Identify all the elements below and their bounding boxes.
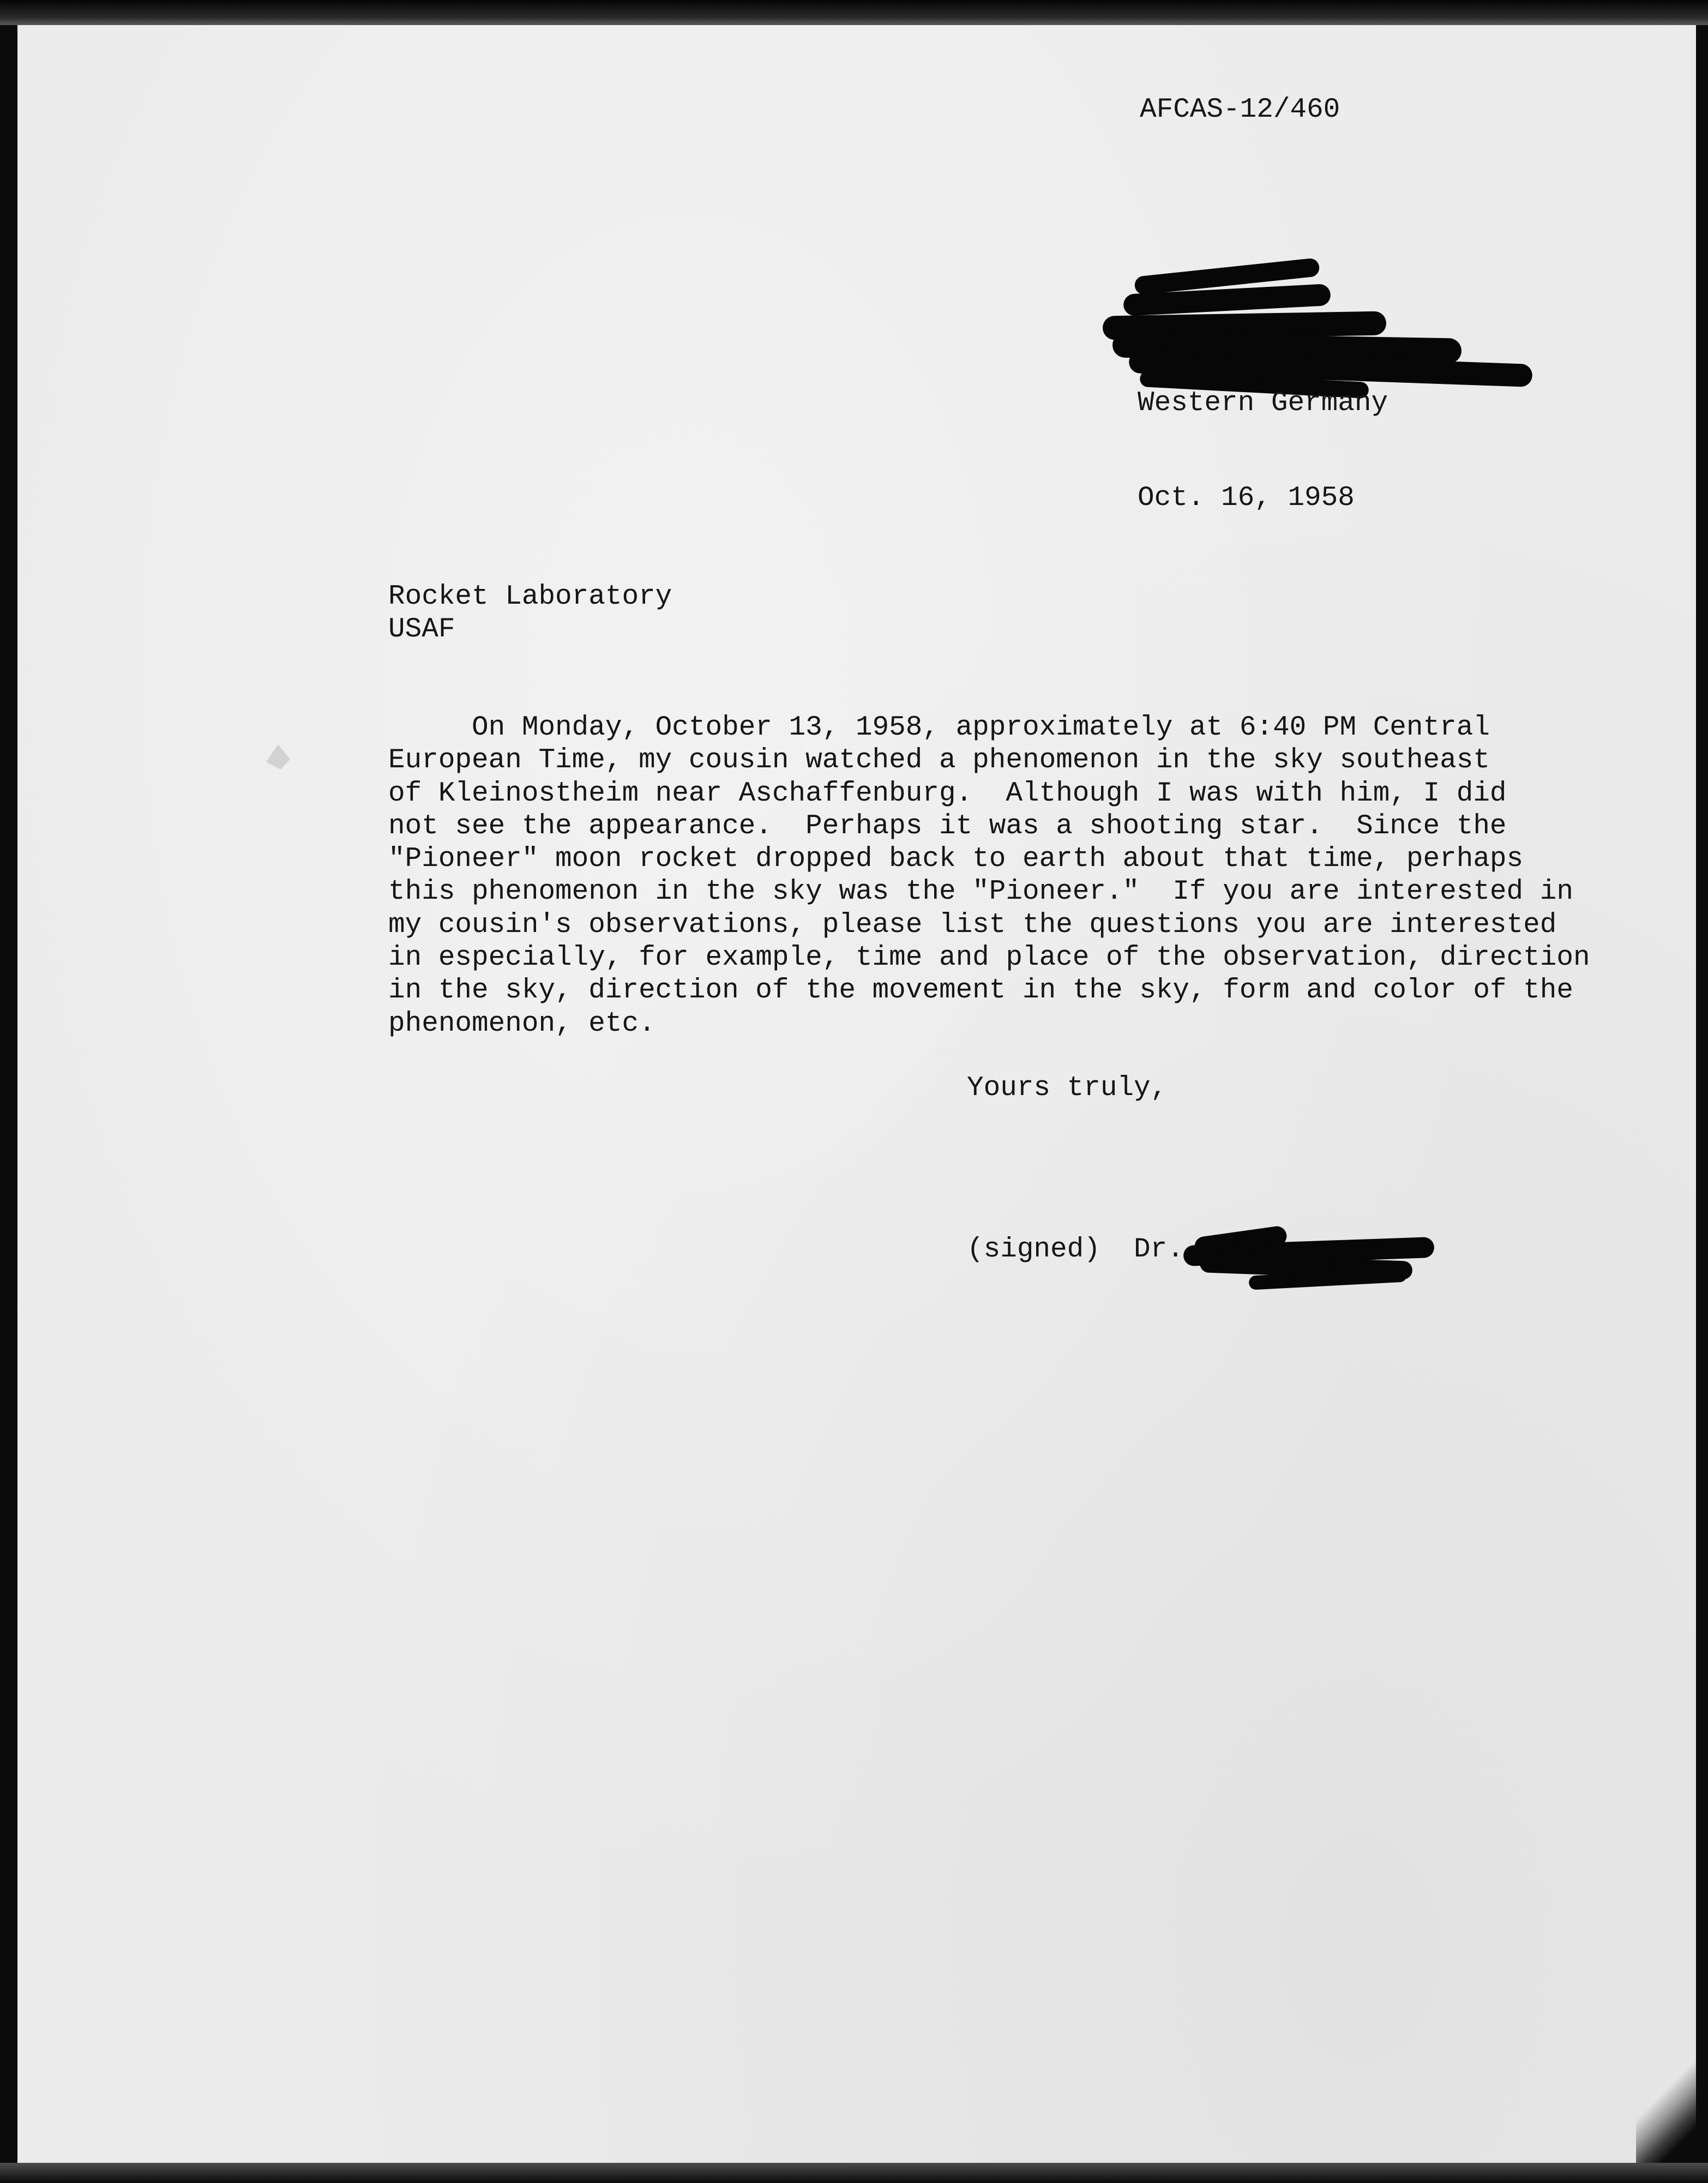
- body-line: this phenomenon in the sky was the "Pioneer." If you are interested in: [388, 876, 1573, 908]
- body-line: my cousin's observations, please list the questions you are interested: [388, 909, 1557, 941]
- body-line: European Time, my cousin watched a phenomenon in the sky southeast: [388, 745, 1490, 777]
- closing: Yours truly,: [967, 1073, 1168, 1104]
- body-line: On Monday, October 13, 1958, approximately at 6:40 PM Central: [388, 712, 1490, 743]
- scan-bottom-border: [0, 2163, 1708, 2183]
- signature-line: (signed) Dr.: [967, 1234, 1184, 1265]
- body-line: in the sky, direction of the movement in the sky, form and color of the: [388, 975, 1573, 1007]
- letter-body: [388, 712, 1590, 1041]
- body-line: not see the appearance. Perhaps it was a shooting star. Since the: [388, 810, 1507, 842]
- sender-location: Western Germany: [1138, 388, 1388, 419]
- body-line: in especially, for example, time and place of the observation, direction: [388, 942, 1590, 974]
- page-corner-curl: [1636, 2050, 1696, 2163]
- addressee-block: [388, 581, 672, 646]
- addressee-line: Rocket Laboratory: [388, 581, 672, 612]
- body-line: phenomenon, etc.: [388, 1008, 655, 1039]
- scan-top-border: [0, 0, 1708, 25]
- addressee-line: USAF: [388, 614, 455, 645]
- body-line: "Pioneer" moon rocket dropped back to earth about that time, perhaps: [388, 844, 1524, 875]
- letter-date: Oct. 16, 1958: [1138, 483, 1355, 514]
- body-line: of Kleinostheim near Aschaffenburg. Although I was with him, I did: [388, 778, 1507, 809]
- file-reference: AFCAS-12/460: [1140, 94, 1340, 125]
